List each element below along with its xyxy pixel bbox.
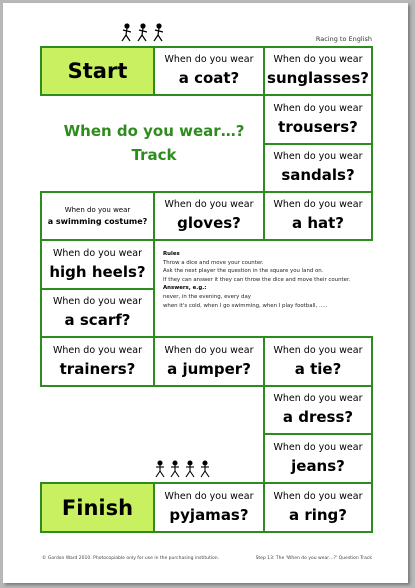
- rules-heading: Rules: [163, 251, 180, 257]
- square-answer: a scarf?: [64, 311, 131, 329]
- runners-top-icon: [121, 23, 167, 45]
- start-square: [40, 46, 155, 96]
- square-a-jumper: When do you wear a jumper?: [153, 336, 265, 387]
- square-a-scarf: When do you wear a scarf?: [40, 288, 155, 338]
- header-title: Racing to English: [315, 35, 372, 43]
- square-a-coat: When do you wear a coat?: [153, 46, 265, 96]
- square-answer: a jumper?: [167, 359, 251, 378]
- square-answer: jeans?: [291, 456, 345, 475]
- square-answer: trousers?: [278, 117, 358, 136]
- square-trainers: When do you wear trainers?: [40, 336, 155, 387]
- footer-step: Step 13: The 'When do you wear…?' Question Track: [255, 556, 372, 561]
- square-a-dress: When do you wear a dress?: [263, 385, 373, 435]
- square-swimming-costume: When do you wear a swimming costume?: [40, 191, 155, 241]
- square-answer: a hat?: [291, 214, 345, 232]
- square-a-hat: When do you wear a hat?: [263, 191, 373, 241]
- square-a-tie: When do you wear a tie?: [263, 336, 373, 387]
- finish-square: [40, 482, 155, 533]
- square-answer: sandals?: [281, 166, 355, 184]
- answers-heading: Answers, e.g.:: [163, 285, 207, 292]
- square-answer: a tie?: [294, 359, 342, 378]
- start-label: Start: [67, 59, 128, 83]
- square-answer: trainers?: [59, 359, 136, 378]
- square-answer: sunglasses?: [267, 69, 369, 87]
- square-pyjamas: When do you wear pyjamas?: [153, 482, 265, 533]
- worksheet-page: [3, 3, 408, 583]
- square-high-heels: When do you wear high heels?: [40, 239, 155, 290]
- square-gloves: When do you wear gloves?: [153, 191, 265, 241]
- rules-text: Rules Throw a dice and move your counter. Ask the next player the question in the square you land on. If they can answer it they can throw the dice and move their counter. Answers, e.g.: never, in the evening, every day when it's cold, when I go swimming, when I play football, .....: [163, 251, 351, 309]
- runners-bottom-icon: [155, 460, 217, 480]
- square-answer: a swimming costume?: [47, 216, 148, 226]
- track-title: When do you wear…? Track: [63, 122, 245, 164]
- square-answer: high heels?: [49, 262, 146, 281]
- square-jeans: When do you wear jeans?: [263, 433, 373, 484]
- square-answer: gloves?: [177, 214, 241, 232]
- footer-copyright: © Gordon Ward 2010. Photocopiable only for use in the purchasing institution.: [42, 556, 220, 561]
- square-answer: pyjamas?: [169, 505, 249, 524]
- square-answer: a ring?: [288, 505, 347, 524]
- square-answer: a coat?: [178, 69, 240, 87]
- square-trousers: When do you wear trousers?: [263, 94, 373, 145]
- square-sunglasses: When do you wear sunglasses?: [263, 46, 373, 96]
- finish-label: Finish: [61, 495, 134, 520]
- square-sandals: When do you wear sandals?: [263, 143, 373, 193]
- square-a-ring: When do you wear a ring?: [263, 482, 373, 533]
- square-answer: a dress?: [282, 408, 354, 426]
